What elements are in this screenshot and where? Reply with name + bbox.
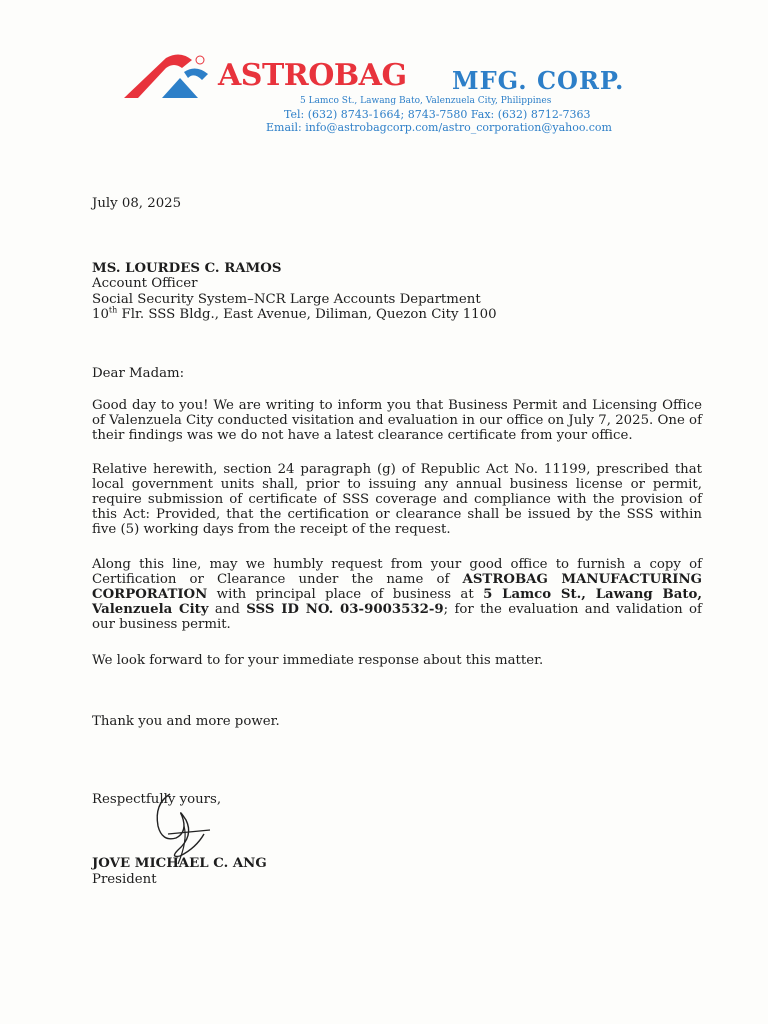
company-email: Email: info@astrobagcorp.com/astro_corporation@yahoo.com: [266, 121, 612, 134]
salutation: Dear Madam:: [92, 366, 185, 381]
signer-title: President: [92, 872, 157, 887]
company-phone: Tel: (632) 8743-1664; 8743-7580 Fax: (632) 8712-7363: [284, 108, 591, 121]
signer-name: JOVE MICHAEL C. ANG: [92, 856, 267, 871]
letterhead: [0, 0, 768, 140]
paragraph-1: Good day to you! We are writing to inform you that Business Permit and Licensing Office of Valenzuela City conducted visitation and evaluation in our office on July 7, 2025. One of their findings was we do not have a latest clearance certificate from your office.: [92, 398, 702, 443]
recipient-name: MS. LOURDES C. RAMOS: [92, 261, 282, 276]
paragraph-3-text-4: ; for the evaluation and validation of our business permit.: [92, 602, 702, 632]
paragraph-2: Relative herewith, section 24 paragraph (g) of Republic Act No. 11199, prescribed that local government units shall, prior to issuing any annual business license or permit, require submission of certificate of SSS coverage and compliance with the provision of this Act: Provided, that the certification or clearance shall be issued by the SSS within five (5) working days from the receipt of the request.: [92, 462, 702, 537]
thanks-line: Thank you and more power.: [92, 714, 280, 729]
astrobag-logo-icon: [122, 52, 222, 102]
company-name: ASTROBAG: [218, 58, 407, 93]
recipient-title: Account Officer: [92, 276, 198, 291]
closing-line: Respectfully yours,: [92, 792, 222, 807]
address-rest: Flr. SSS Bldg., East Avenue, Diliman, Quezon City 1100: [117, 307, 497, 322]
company-address: 5 Lamco St., Lawang Bato, Valenzuela City, Philippines: [300, 96, 552, 106]
floor-suffix: th: [108, 305, 118, 315]
recipient-department: Social Security System–NCR Large Accounts Department: [92, 292, 481, 307]
business-address: 5 Lamco St., Lawang Bato, Valenzuela City: [92, 587, 702, 617]
floor-number: 10: [92, 307, 109, 322]
company-legal-name: ASTROBAG MANUFACTURING CORPORATION: [92, 572, 702, 602]
recipient-address: [92, 307, 497, 322]
paragraph-3-text-1: Along this line, may we humbly request from your good office to furnish a copy of Certification or Clearance under the name of: [92, 557, 702, 587]
paragraph-3-text-2: with principal place of business at: [207, 587, 484, 602]
paragraph-3-text-3: and: [208, 602, 247, 617]
sss-id-number: SSS ID NO. 03-9003532-9: [246, 602, 444, 617]
paragraph-3: [92, 557, 702, 632]
letter-date: July 08, 2025: [92, 196, 182, 211]
company-suffix: MFG. CORP.: [452, 66, 625, 95]
paragraph-4: We look forward to for your immediate response about this matter.: [92, 653, 544, 668]
